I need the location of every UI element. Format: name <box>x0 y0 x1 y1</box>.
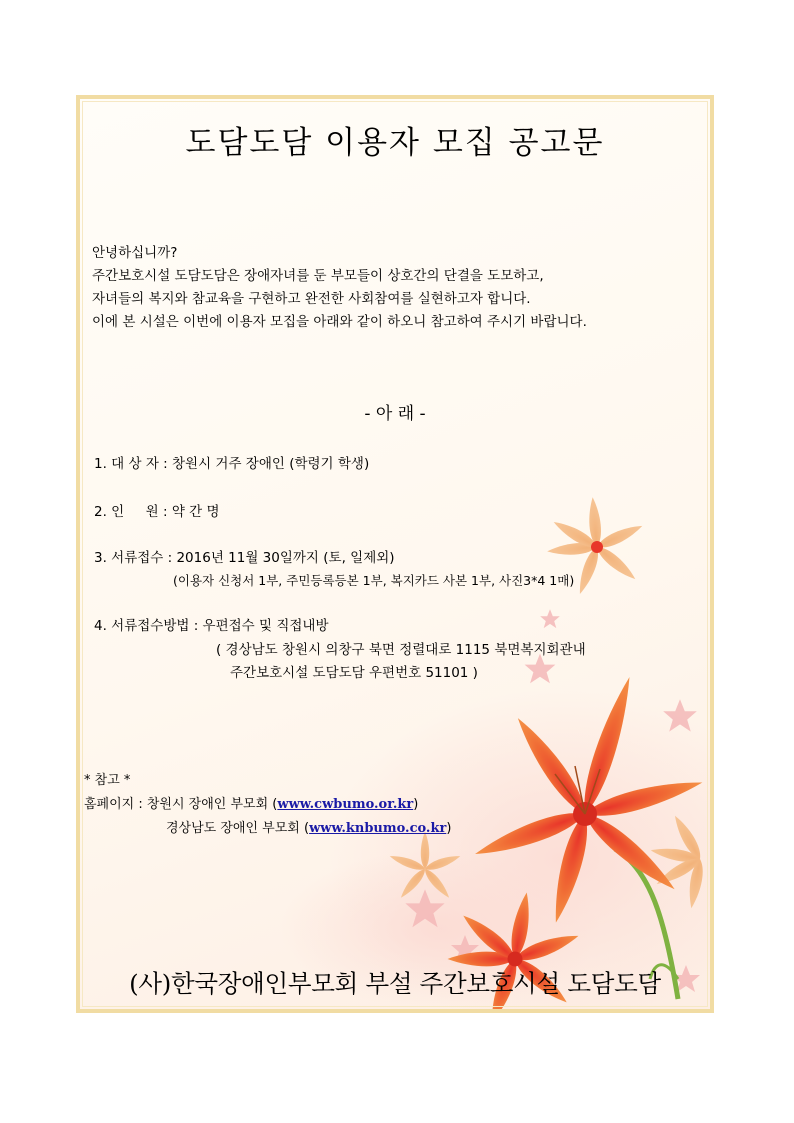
section-heading: - 아 래 - <box>364 404 426 424</box>
knbumo-link[interactable]: www.knbumo.co.kr <box>309 821 447 836</box>
list-item-sub: (이용자 신청서 1부, 주민등록등본 1부, 복지카드 사본 1부, 사진3*4 1매) <box>173 573 575 588</box>
close-paren: ) <box>446 821 452 836</box>
intro-line: 안녕하십니까? <box>92 245 178 261</box>
intro-line: 이에 본 시설은 이번에 이용자 모집을 아래와 같이 하오니 참고하여 주시기 바랍니다. <box>92 314 587 330</box>
list-item-method: 4. 서류접수방법 : 우편접수 및 직접내방 <box>94 618 329 634</box>
reference-line2 <box>166 820 451 838</box>
intro-line: 자녀들의 복지와 참교육을 구현하고 완전한 사회참여를 실현하고자 합니다. <box>92 291 531 307</box>
list-item-target: 1. 대 상 자 : 창원시 거주 장애인 (학령기 학생) <box>94 456 370 472</box>
line2-label: 경상남도 장애인 부모회 ( <box>166 821 310 836</box>
organization-name: (사)한국장애인부모회 부설 주간보호시설 도담도담 <box>129 969 661 998</box>
list-item-count: 2. 인 원 : 약 간 명 <box>94 504 220 520</box>
list-item-sub: 주간보호시설 도담도담 우편번호 51101 ) <box>230 665 478 681</box>
homepage-label: 홈페이지 : 창원시 장애인 부모회 ( <box>84 797 278 812</box>
intro-line: 주간보호시설 도담도담은 장애자녀를 둔 부모들이 상호간의 단결을 도모하고, <box>92 268 544 284</box>
homepage-link[interactable]: www.cwbumo.or.kr <box>277 797 414 812</box>
page-title: 도담도담 이용자 모집 공고문 <box>185 125 605 161</box>
close-paren: ) <box>413 797 419 812</box>
reference-heading: * 참고 * <box>84 773 131 788</box>
list-item-sub: ( 경상남도 창원시 의창구 북면 정렬대로 1115 북면복지회관내 <box>216 642 586 658</box>
list-item-submission: 3. 서류접수 : 2016년 11월 30일까지 (토, 일제외) <box>94 550 395 566</box>
notice-sheet <box>76 95 714 1013</box>
reference-homepage-line <box>84 796 418 814</box>
